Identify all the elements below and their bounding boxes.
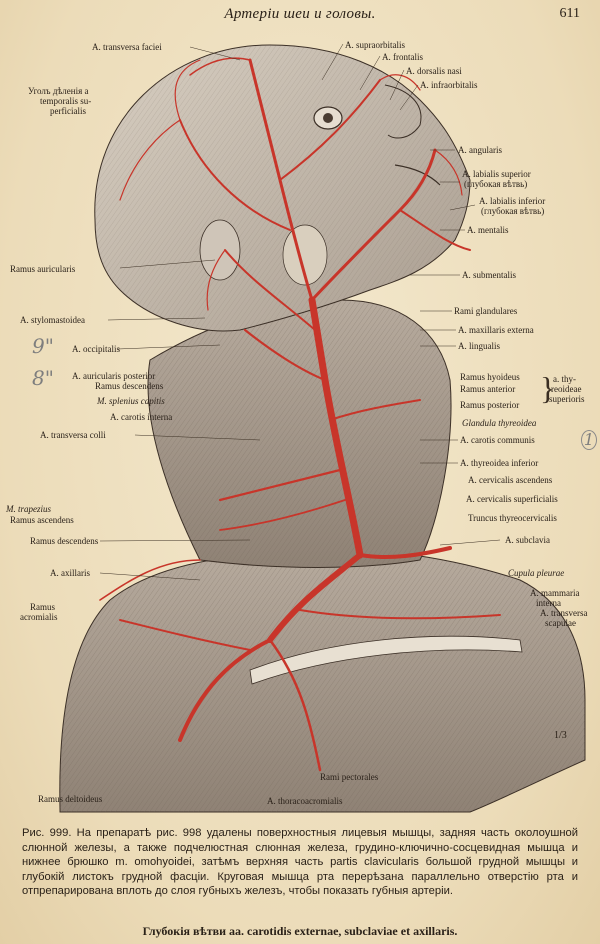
label-cupula-pleurae: Cupula pleurae xyxy=(508,568,565,578)
label-thyreoidea-a: a. thy- xyxy=(553,374,576,384)
label-angularis: A. angularis xyxy=(458,145,502,155)
label-ramus-descendens-2: Ramus descendens xyxy=(30,536,99,546)
ear xyxy=(200,220,240,280)
handwritten-note-9: 9" xyxy=(32,334,54,358)
label-glandula-thyreoidea: Glandula thyreoidea xyxy=(462,418,537,428)
label-labialis-superior: A. labialis superior xyxy=(462,169,531,179)
figure-caption: Рис. 999. На препаратѣ рис. 998 удалены поверхностныя лицевыя мышцы, задняя часть околоушной слюнной железы, а также подчелюстная слюнная железа, грудино-ключично-сосцевидная мышца и нижнее брюшко m. omohyoidei, затѣмъ верхняя часть partis clavicularis большой грудной мышцы и глубокiй листокъ грудной фасцiи. Круговая мышца рта перерѣзана параллельно отверстiю рта и отпрепарирована вплоть до слоя губныхъ железъ, чтобы показать губныя артерiи. xyxy=(22,827,578,898)
figure-subcaption: Глубокiя вѣтви аа. carotidis externae, subclaviae et axillaris. xyxy=(142,924,458,938)
label-carotis-interna: A. carotis interna xyxy=(110,412,173,422)
label-ugol-2: temporalis su- xyxy=(40,96,92,106)
label-ugol-3: perficialis xyxy=(50,106,86,116)
label-cervicalis-superficialis: A. cervicalis superficialis xyxy=(466,494,558,504)
label-subclavia: A. subclavia xyxy=(505,535,550,545)
label-transversa-faciei: A. transversa faciei xyxy=(92,42,162,52)
page-number: 611 xyxy=(559,6,580,21)
label-submentalis: A. submentalis xyxy=(462,270,516,280)
label-labialis-inferior: A. labialis inferior xyxy=(479,196,546,206)
label-thyreoidea-c: superioris xyxy=(549,394,585,404)
label-ramus-deltoideus: Ramus deltoideus xyxy=(38,794,103,804)
label-mentalis: A. mentalis xyxy=(467,225,509,235)
label-ramus-posterior: Ramus posterior xyxy=(460,400,520,410)
label-trapezius: M. trapezius xyxy=(6,504,51,514)
label-labialis-superior-note: (глубокая вѣтвь) xyxy=(464,179,528,189)
handwritten-note-8: 8" xyxy=(32,366,54,390)
label-occipitalis: A. occipitalis xyxy=(72,344,120,354)
label-rami-pectorales: Rami pectorales xyxy=(320,772,379,782)
label-axillaris: A. axillaris xyxy=(50,568,90,578)
label-mammaria-a: A. mammaria xyxy=(530,588,580,598)
label-truncus-thyreocervicalis: Truncus thyreocervicalis xyxy=(468,513,557,523)
label-supraorbitalis: A. supraorbitalis xyxy=(345,40,405,50)
scale-mark: 1/3 xyxy=(554,730,567,741)
label-lingualis: A. lingualis xyxy=(458,341,500,351)
label-splenius: M. splenius capitis xyxy=(97,396,165,406)
label-mammaria-b: interna xyxy=(536,598,561,608)
label-transversa-colli: A. transversa colli xyxy=(40,430,106,440)
label-transversa-scapulae-a: A. transversa xyxy=(540,608,588,618)
label-infraorbitalis: A. infraorbitalis xyxy=(420,80,478,90)
label-ramus-acromialis-a: Ramus xyxy=(30,602,56,612)
label-ugol-1: Уголъ дѣленiя a xyxy=(28,86,89,96)
bracket-thyreoidea: } xyxy=(540,370,556,406)
label-ramus-hyoideus: Ramus hyoideus xyxy=(460,372,520,382)
label-ramus-ascendens: Ramus ascendens xyxy=(10,515,74,525)
label-rami-glandulares: Rami glandulares xyxy=(454,306,518,316)
label-ramus-acromialis-b: acromialis xyxy=(20,612,58,622)
label-ramus-auricularis: Ramus auricularis xyxy=(10,264,76,274)
label-frontalis: A. frontalis xyxy=(382,52,423,62)
label-auricularis-posterior: A. auricularis posterior xyxy=(72,371,156,381)
label-ramus-anterior: Ramus anterior xyxy=(460,384,516,394)
label-ramus-descendens-1: Ramus descendens xyxy=(95,381,164,391)
label-maxillaris-externa: A. maxillaris externa xyxy=(458,325,534,335)
label-dorsalis-nasi: A. dorsalis nasi xyxy=(406,66,462,76)
label-transversa-scapulae-b: scapulae xyxy=(545,618,576,628)
label-labialis-inferior-note: (глубокая вѣтвь) xyxy=(481,206,545,216)
handwritten-note-1: 1 xyxy=(581,430,597,450)
label-carotis-communis: A. carotis communis xyxy=(460,435,535,445)
label-thyreoidea-inferior: A. thyreoidea inferior xyxy=(460,458,539,468)
label-thyreoidea-b: reoideae xyxy=(551,384,582,394)
label-thoracoacromialis: A. thoracoacromialis xyxy=(267,796,343,806)
label-cervicalis-ascendens: A. cervicalis ascendens xyxy=(468,475,553,485)
label-stylomastoidea: A. stylomastoidea xyxy=(20,315,85,325)
page-header-title: Артерiи шеи и головы. xyxy=(224,6,376,22)
